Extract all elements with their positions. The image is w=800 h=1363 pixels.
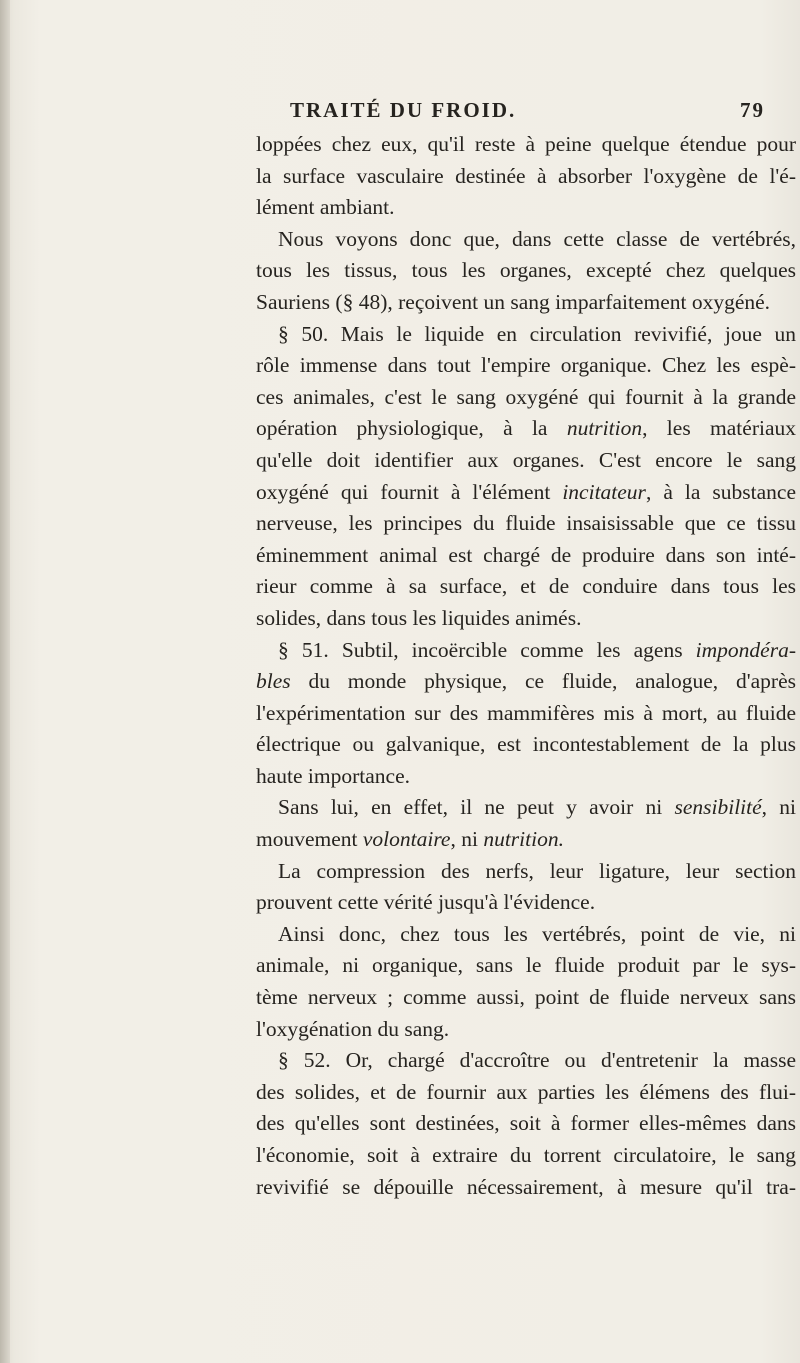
text-line bbox=[256, 382, 796, 414]
text-segment: Sauriens (§ 48), reçoivent un sang imparfaitement oxygéné. bbox=[256, 289, 771, 314]
text-line bbox=[256, 192, 796, 224]
italic-term: volontaire bbox=[362, 827, 451, 852]
text-line bbox=[256, 603, 796, 635]
text-line bbox=[256, 224, 796, 256]
text-segment: du monde physique, ce fluide, analogue, d'après bbox=[290, 669, 796, 694]
text-segment: tous les tissus, tous les organes, excepté chez quelques bbox=[256, 258, 796, 283]
text-line bbox=[256, 856, 796, 888]
italic-term: sensibilité bbox=[674, 795, 762, 820]
text-segment: , ni bbox=[761, 795, 796, 820]
text-line bbox=[256, 729, 796, 761]
text-line bbox=[256, 1014, 796, 1046]
text-segment: mouvement bbox=[256, 827, 363, 852]
text-segment: des qu'elles sont destinées, soit à former elles-mêmes dans bbox=[256, 1111, 796, 1136]
text-line bbox=[256, 1077, 796, 1109]
text-line bbox=[256, 350, 796, 382]
text-segment: La compression des nerfs, leur ligature, leur section bbox=[278, 858, 796, 883]
text-line bbox=[256, 1108, 796, 1140]
text-segment: électrique ou galvanique, est incontestablement de la plus bbox=[256, 732, 796, 757]
italic-term: nutrition. bbox=[483, 827, 564, 852]
text-line bbox=[256, 287, 796, 319]
text-line bbox=[256, 919, 796, 951]
text-line bbox=[256, 1045, 796, 1077]
text-segment: éminemment animal est chargé de produire dans son inté- bbox=[256, 542, 796, 567]
italic-term: incitateur bbox=[562, 479, 646, 504]
text-line bbox=[256, 445, 796, 477]
text-segment: haute importance. bbox=[256, 763, 411, 788]
text-segment: l'expérimentation sur des mammifères mis à mort, au fluide bbox=[256, 700, 796, 725]
text-line bbox=[256, 477, 796, 509]
text-line bbox=[256, 887, 796, 919]
text-segment: Ainsi donc, chez tous les vertébrés, point de vie, ni bbox=[278, 921, 796, 946]
text-segment: § 52. Or, chargé d'accroître ou d'entretenir la masse bbox=[278, 1048, 796, 1073]
text-segment: qu'elle doit identifier aux organes. C'est encore le sang bbox=[256, 447, 796, 472]
text-line bbox=[256, 540, 796, 572]
text-segment: la surface vasculaire destinée à absorber l'oxygène de l'é- bbox=[256, 163, 796, 188]
page-header bbox=[250, 98, 790, 128]
text-line bbox=[256, 161, 796, 193]
text-segment: oxygéné qui fournit à l'élément bbox=[256, 479, 563, 504]
text-segment: solides, dans tous les liquides animés. bbox=[256, 605, 582, 630]
text-segment: animale, ni organique, sans le fluide produit par le sys- bbox=[256, 953, 796, 978]
text-segment: lément ambiant. bbox=[256, 195, 395, 220]
text-segment: Nous voyons donc que, dans cette classe de vertébrés, bbox=[278, 226, 796, 251]
text-line bbox=[256, 255, 796, 287]
text-line bbox=[256, 413, 796, 445]
text-segment: l'oxygénation du sang. bbox=[256, 1016, 450, 1041]
text-segment: rieur comme à sa surface, et de conduire dans tous les bbox=[256, 574, 796, 599]
text-line bbox=[256, 792, 796, 824]
text-segment: , les matériaux bbox=[642, 416, 796, 441]
text-line bbox=[256, 698, 796, 730]
text-line bbox=[256, 508, 796, 540]
binding-edge bbox=[0, 0, 10, 1363]
text-line bbox=[256, 571, 796, 603]
text-segment: Sans lui, en effet, il ne peut y avoir ni bbox=[278, 795, 675, 820]
text-segment: , ni bbox=[450, 827, 484, 852]
text-line bbox=[256, 982, 796, 1014]
text-segment: revivifié se dépouille nécessairement, à mesure qu'il tra- bbox=[256, 1174, 796, 1199]
text-line bbox=[256, 666, 796, 698]
text-segment: , à la substance bbox=[645, 479, 796, 504]
text-line bbox=[256, 635, 796, 667]
italic-term: nutrition bbox=[566, 416, 643, 441]
text-line bbox=[256, 950, 796, 982]
text-segment: nerveuse, les principes du fluide insaisissable que ce tissu bbox=[256, 511, 796, 536]
text-line bbox=[256, 761, 796, 793]
text-segment: ces animales, c'est le sang oxygéné qui fournit à la grande bbox=[256, 384, 796, 409]
text-segment: l'économie, soit à extraire du torrent circulatoire, le sang bbox=[256, 1143, 796, 1167]
text-line bbox=[256, 129, 796, 161]
italic-term: bles bbox=[256, 669, 291, 694]
text-segment: loppées chez eux, qu'il reste à peine quelque étendue pour bbox=[256, 132, 796, 156]
text-line bbox=[256, 319, 796, 351]
text-segment: § 50. Mais le liquide en circulation revivifié, joue un bbox=[278, 321, 796, 346]
text-segment: rôle immense dans tout l'empire organique. Chez les espè- bbox=[256, 353, 796, 378]
page-number: 79 bbox=[740, 98, 765, 122]
text-line bbox=[256, 1172, 796, 1204]
text-segment: § 51. Subtil, incoërcible comme les agens bbox=[278, 637, 696, 662]
text-segment: des solides, et de fournir aux parties les élémens des flui- bbox=[256, 1079, 796, 1104]
text-segment: prouvent cette vérité jusqu'à l'évidence. bbox=[256, 890, 596, 915]
text-line bbox=[256, 824, 796, 856]
text-segment: opération physiologique, à la bbox=[256, 416, 567, 441]
running-title: TRAITÉ DU FROID. bbox=[290, 98, 517, 122]
italic-term: impondéra- bbox=[695, 637, 796, 662]
body-text bbox=[256, 129, 796, 1203]
text-line bbox=[256, 1140, 796, 1172]
text-segment: tème nerveux ; comme aussi, point de fluide nerveux sans bbox=[256, 985, 796, 1010]
